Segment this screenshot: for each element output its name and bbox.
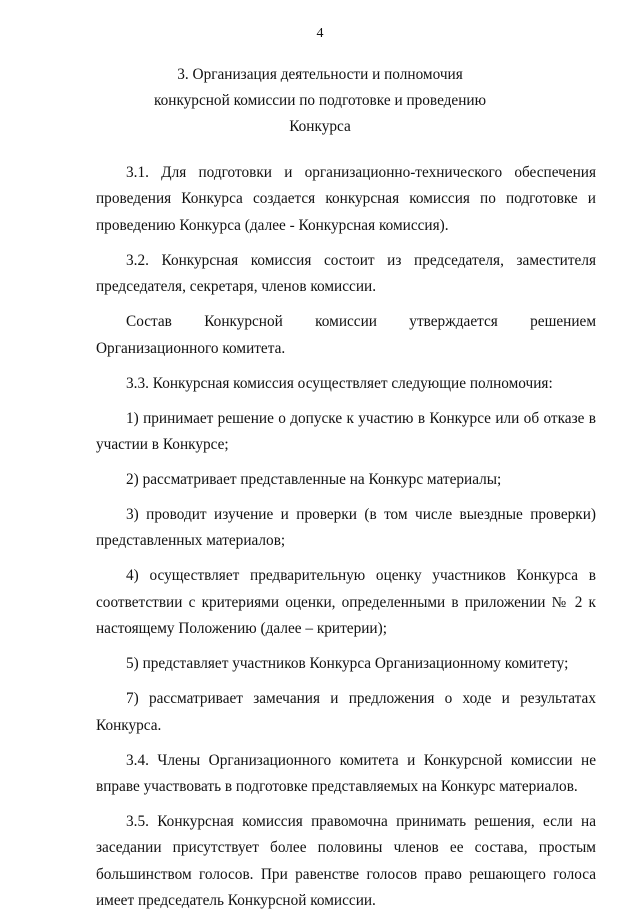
page-number: 4 <box>316 26 324 41</box>
list-item-1: 1) принимает решение о допуске к участию в Конкурсе или об отказе в участии в Конкурсе; <box>96 409 596 454</box>
list-item-4: 4) осуществляет предварительную оценку участников Конкурса в соответствии с критериями оценки, определенными в приложении № 2 к настоящему Положению (далее – критерии); <box>96 567 596 638</box>
paragraph-3-5: 3.5. Конкурсная комиссия правомочна принимать решения, если на заседании присутствует более половины членов ее состава, простым большинством голосов. При равенстве голосов право решающего голоса имеет председатель Конкурсной комиссии. <box>96 813 596 910</box>
paragraph-3-2: 3.2. Конкурсная комиссия состоит из председателя, заместителя председателя, секретаря, членов комиссии. <box>96 251 596 296</box>
paragraph-composition: Состав Конкурсной комиссии утверждается решением Организационного комитета. <box>96 313 596 357</box>
list-item-5: 5) представляет участников Конкурса Организационному комитету; <box>126 655 569 673</box>
paragraph-3-3: 3.3. Конкурсная комиссия осуществляет следующие полномочия: <box>126 374 553 392</box>
section-heading-line-2: конкурсной комиссии по подготовке и проведению <box>153 92 487 109</box>
section-heading-line-3: Конкурса <box>289 118 351 135</box>
list-item-7: 7) рассматривает замечания и предложения о ходе и результатах Конкурса. <box>96 690 596 734</box>
section-heading <box>100 62 540 140</box>
section-body <box>96 160 596 923</box>
section-heading-line-1: 3. Организация деятельности и полномочия <box>177 66 463 83</box>
list-item-2: 2) рассматривает представленные на Конкурс материалы; <box>126 471 502 489</box>
list-item-3: 3) проводит изучение и проверки (в том числе выездные проверки) представленных материалов; <box>96 506 596 550</box>
paragraph-3-4: 3.4. Члены Организационного комитета и Конкурсной комиссии не вправе участвовать в подготовке представляемых на Конкурс материалов. <box>96 751 596 796</box>
paragraph-3-1: 3.1. Для подготовки и организационно-технического обеспечения проведения Конкурса создается конкурсная комиссия по подготовке и проведению Конкурса (далее - Конкурсная комиссия). <box>96 164 596 234</box>
